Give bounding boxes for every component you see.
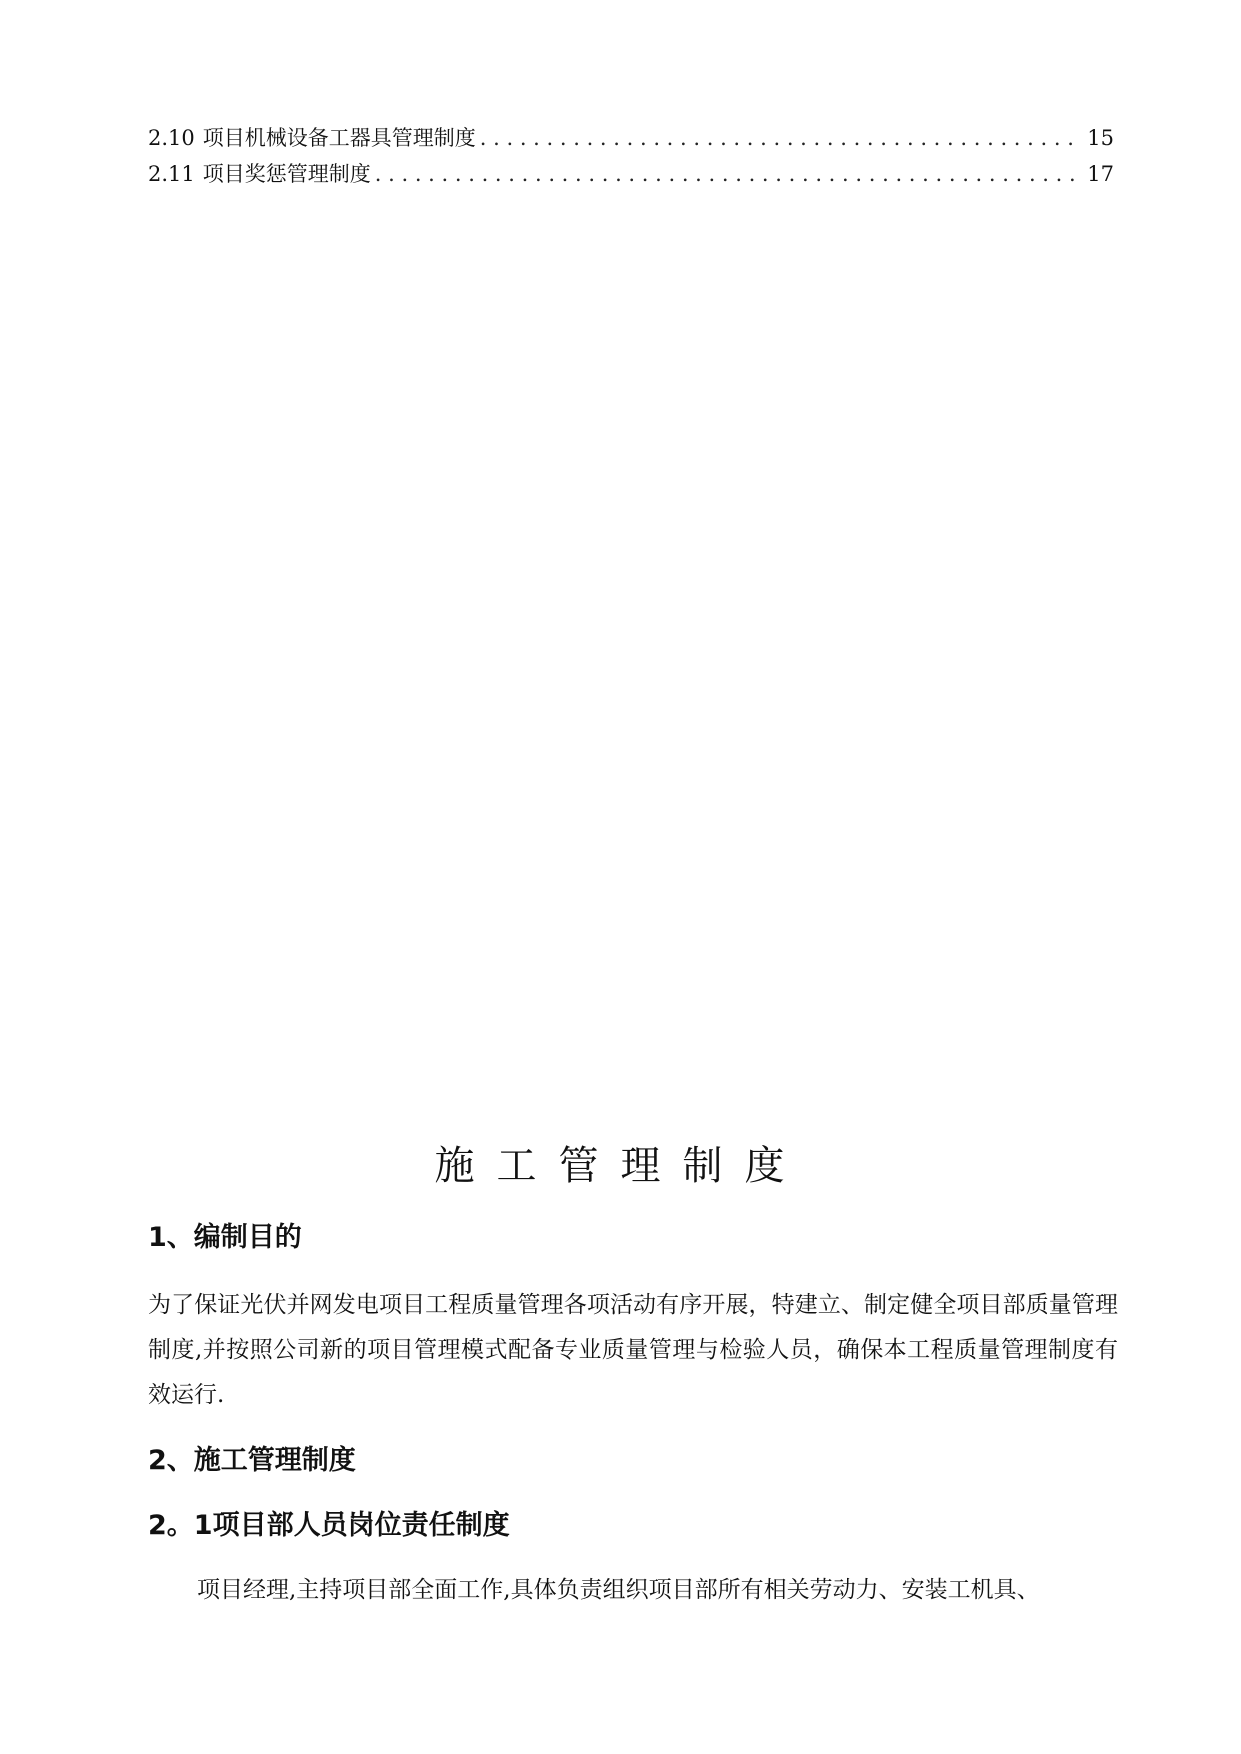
toc-entry[interactable]	[148, 160, 1114, 188]
section-heading: 1、编制目的	[148, 1222, 302, 1253]
subsection-heading: 2。1项目部人员岗位责任制度	[148, 1510, 510, 1541]
toc-entry-number: 2.10	[148, 126, 195, 150]
toc-entry[interactable]	[148, 124, 1114, 152]
section-heading: 2、施工管理制度	[148, 1445, 356, 1476]
toc-entry-title: 项目机械设备工器具管理制度	[202, 126, 476, 150]
toc-entry-page: 17	[1087, 162, 1114, 186]
section-body: 为了保证光伏并网发电项目工程质量管理各项活动有序开展，特建立、制定健全项目部质量管理制度,并按照公司新的项目管理模式配备专业质量管理与检验人员，确保本工程质量管理制度有效运行.	[148, 1292, 1118, 1408]
toc-entry-title: 项目奖惩管理制度	[202, 162, 371, 186]
toc-entry-number: 2.11	[148, 162, 195, 186]
subsection-body: 项目经理,主持项目部全面工作,具体负责组织项目部所有相关劳动力、安装工机具、	[197, 1577, 1040, 1603]
document-title: 施工管理制度	[434, 1143, 807, 1189]
toc-leader-dots	[375, 160, 1082, 188]
toc-leader-dots	[480, 124, 1082, 152]
toc-entry-page: 15	[1087, 126, 1114, 150]
